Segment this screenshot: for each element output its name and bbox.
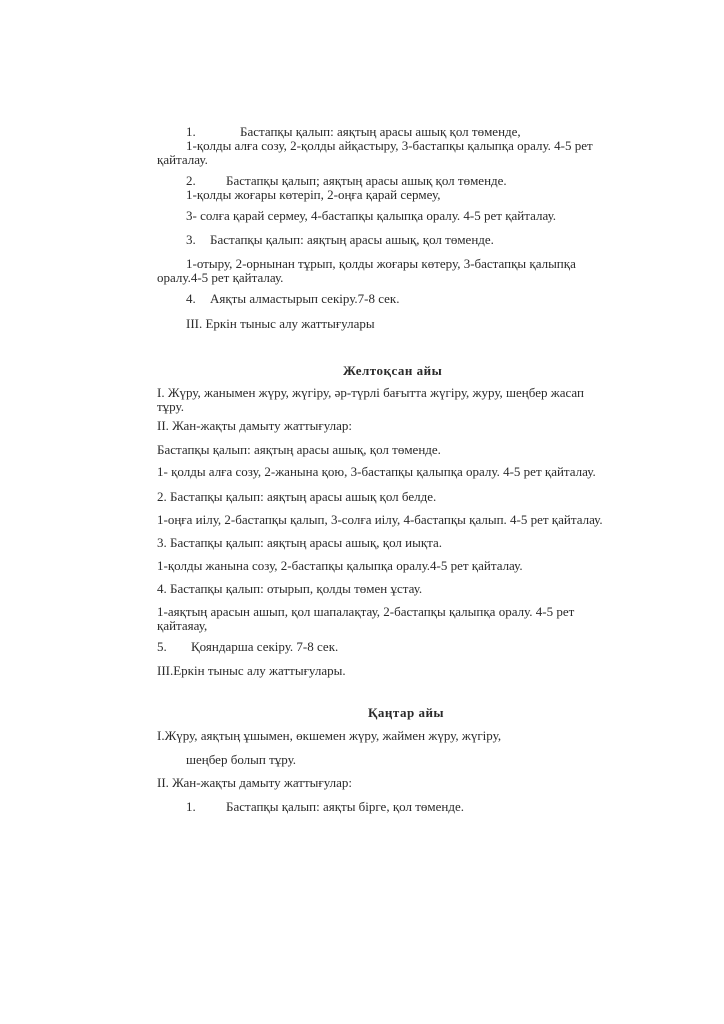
- item-3-body: 1-отыру, 2-орнынан тұрып, қолды жоғары көтеру, 3-бастапқы қалыпқа: [186, 256, 576, 271]
- december-exercise-1: 1- қолды алға созу, 2-жанына қою, 3-бастапқы қалыпқа оралу. 4-5 рет қайталау.: [157, 464, 596, 479]
- month-heading-january: Қаңтар айы: [368, 705, 445, 720]
- item-2-body-cont: 3- солға қарай сермеу, 4-бастапқы қалыпқа оралу. 4-5 рет қайталау.: [186, 208, 557, 223]
- item-4-line: [186, 292, 400, 306]
- part-3-heading: ІІІ. Еркін тыныс алу жаттығулары: [186, 316, 375, 331]
- item-title: Бастапқы қалып: аяқтың арасы ашық, қол төменде.: [210, 232, 494, 247]
- item-1-body: 1-қолды алға созу, 2-қолды айқастыру, 3-бастапқы қалыпқа оралу. 4-5 рет: [186, 138, 593, 153]
- item-number: 3.: [186, 232, 196, 247]
- december-item-5: [157, 640, 338, 654]
- item-2-title-line: [186, 174, 507, 188]
- december-part-3: ІІІ.Еркін тыныс алу жаттығулары.: [157, 663, 346, 678]
- december-exercise-2: 1-оңға иілу, 2-бастапқы қалып, 3-солға иілу, 4-бастапқы қалып. 4-5 рет қайталау.: [157, 512, 603, 527]
- item-number: 1.: [186, 124, 196, 139]
- item-title: Қояндарша секіру. 7-8 сек.: [191, 639, 339, 654]
- item-number: 1.: [186, 799, 196, 814]
- december-exercise-4-cont: қайтаяау,: [157, 618, 208, 633]
- december-part-1-cont: тұру.: [157, 399, 184, 414]
- item-3-title-line: [186, 233, 494, 247]
- december-start-2: 2. Бастапқы қалып: аяқтың арасы ашық қол белде.: [157, 489, 437, 504]
- month-heading-december: Желтоқсан айы: [343, 363, 443, 378]
- item-1-body-cont: қайталау.: [157, 152, 208, 167]
- item-1-title-line: [186, 125, 521, 139]
- december-exercise-3: 1-қолды жанына созу, 2-бастапқы қалыпқа оралу.4-5 рет қайталау.: [157, 558, 523, 573]
- december-start-position: Бастапқы қалып: аяқтың арасы ашық, қол төменде.: [157, 442, 441, 457]
- january-part-1-cont: шеңбер болып тұру.: [186, 752, 297, 767]
- december-start-3: 3. Бастапқы қалып: аяқтың арасы ашық, қол иықта.: [157, 535, 443, 550]
- january-part-1: І.Жүру, аяқтың ұшымен, өкшемен жүру, жаймен жүру, жүгіру,: [157, 728, 502, 743]
- december-part-2: ІІ. Жан-жақты дамыту жаттығулар:: [157, 418, 353, 433]
- december-start-4: 4. Бастапқы қалып: отырып, қолды төмен ұстау.: [157, 581, 423, 596]
- item-title: Бастапқы қалып; аяқтың арасы ашық қол төменде.: [226, 173, 507, 188]
- item-title: Бастапқы қалып: аяқты бірге, қол төменде.: [226, 799, 464, 814]
- december-exercise-4: 1-аяқтың арасын ашып, қол шапалақтау, 2-бастапқы қалыпқа оралу. 4-5 рет: [157, 604, 575, 619]
- january-part-2: ІІ. Жан-жақты дамыту жаттығулар:: [157, 775, 353, 790]
- january-item-1: [186, 800, 464, 814]
- item-title: Аяқты алмастырып секіру.7-8 сек.: [210, 291, 400, 306]
- item-title: Бастапқы қалып: аяқтың арасы ашық қол төменде,: [240, 124, 521, 139]
- item-number: 4.: [186, 291, 196, 306]
- item-3-body-cont: оралу.4-5 рет қайталау.: [157, 270, 284, 285]
- item-number: 5.: [157, 639, 167, 654]
- item-number: 2.: [186, 173, 196, 188]
- december-part-1: І. Жүру, жанымен жүру, жүгіру, әр-түрлі бағытта жүгіру, журу, шеңбер жасап: [157, 385, 584, 400]
- item-2-body: 1-қолды жоғары көтеріп, 2-оңға қарай сермеу,: [186, 187, 441, 202]
